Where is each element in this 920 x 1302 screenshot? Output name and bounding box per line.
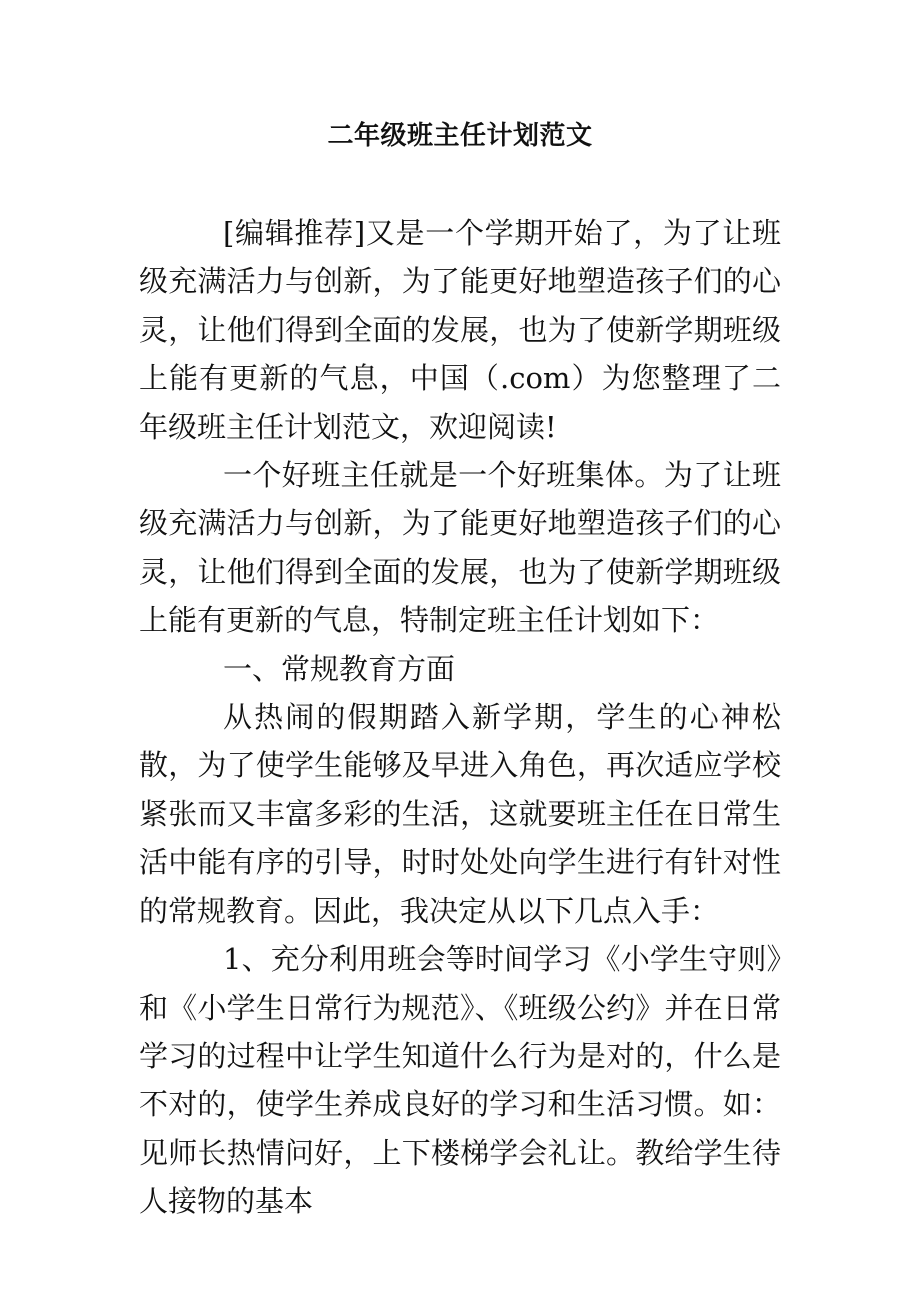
paragraph-routine-education: 从热闹的假期踏入新学期，学生的心神松散，为了使学生能够及早进入角色，再次适应学校紧张而又丰富多彩的生活，这就要班主任在日常生活中能有序的引导，时时处处向学生进行有针对性的常规教育。因此，我决定从以下几点入手： (139, 700, 781, 928)
paragraph-item-1: 1、充分利用班会等时间学习《小学生守则》和《小学生日常行为规范》、《班级公约》并在日常学习的过程中让学生知道什么行为是对的，什么是不对的，使学生养成良好的学习和生活习惯。如：见师长热情问好，上下楼梯学会礼让。教给学生待人接物的基本 (139, 942, 781, 1219)
section-heading-routine-education: 一、常规教育方面 (223, 651, 456, 686)
document-title: 二年级班主任计划范文 (327, 121, 593, 151)
paragraph-intro: [编辑推荐]又是一个学期开始了，为了让班级充满活力与创新，为了能更好地塑造孩子们的心灵，让他们得到全面的发展，也为了使新学期班级上能有更新的气息，中国（.com）为您整理了二年级班主任计划范文，欢迎阅读! (139, 216, 781, 444)
document-body (139, 209, 781, 1226)
paragraph-purpose: 一个好班主任就是一个好班集体。为了让班级充满活力与创新，为了能更好地塑造孩子们的心灵，让他们得到全面的发展，也为了使新学期班级上能有更新的气息，特制定班主任计划如下： (139, 458, 781, 638)
